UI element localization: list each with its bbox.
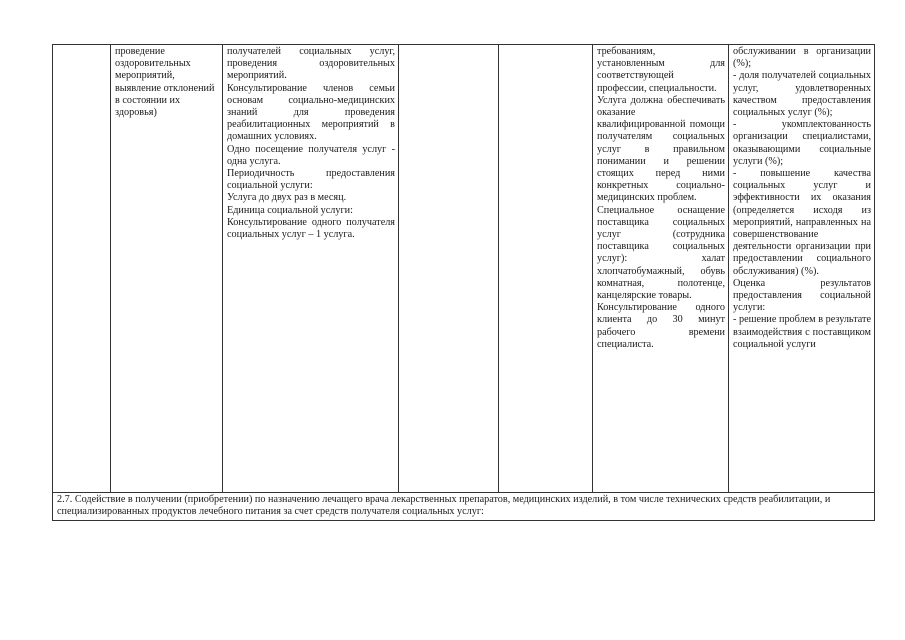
conditions-paragraph: Услуга должна обеспечивать оказание квалифицированной помощи получателям социальных услуг в правильном понимании и решении стоящих перед ними конкретных социально-медицинских проблем. xyxy=(597,94,725,204)
cell-service-description xyxy=(111,45,223,493)
indicator-paragraph: - решение проблем в результате взаимодействия с поставщиком социальной услуги xyxy=(733,314,871,350)
section-row xyxy=(53,493,875,521)
content-paragraph: Консультирование одного получателя социальных услуг – 1 услуга. xyxy=(227,216,395,241)
section-heading-text: 2.7. Содействие в получении (приобретении) по назначению лечащего врача лекарственных препаратов, медицинских изделий, в том числе технических средств реабилитации, и специализированных продуктов лечебного питания за счет средств получателя социальных услуг: xyxy=(57,494,831,518)
cell-empty-1 xyxy=(399,45,499,493)
content-paragraph: Консультирование членов семьи основам социально-медицинских знаний для проведения реабилитационных мероприятий в домашних условиях. xyxy=(227,82,395,143)
table-row xyxy=(53,45,875,493)
content-paragraph: Единица социальной услуги: xyxy=(227,204,353,216)
indicator-paragraph: обслуживании в организации (%); xyxy=(733,46,871,70)
service-description-text: проведение оздоровительных мероприятий, выявление отклонений в состоянии их здоровья) xyxy=(115,46,215,119)
cell-number xyxy=(53,45,111,493)
content-paragraph: Одно посещение получателя услуг - одна услуга. xyxy=(227,143,395,167)
cell-quality-indicators xyxy=(729,45,875,493)
conditions-paragraph: Специальное оснащение поставщика социальных услуг (сотрудника поставщика социальных услуг): халат хлопчатобумажный, обувь комнатная, полотенце, канцелярские товары. xyxy=(597,204,725,302)
cell-conditions xyxy=(593,45,729,493)
cell-empty-2 xyxy=(499,45,593,493)
content-paragraph: Услуга до двух раз в месяц. xyxy=(227,192,347,204)
indicator-paragraph: - повышение качества социальных услуг и эффективности их оказания (определяется исходя из мероприятий, направленных на совершенствование деятельности организации при предоставлении социального обслуживания) (%). xyxy=(733,168,871,277)
section-heading xyxy=(53,493,875,521)
content-paragraph: получателей социальных услуг, проведения оздоровительных мероприятий. xyxy=(227,46,395,82)
indicator-paragraph: Оценка результатов предоставления социальной услуги: xyxy=(733,277,871,314)
cell-service-content xyxy=(223,45,399,493)
indicator-paragraph: - укомплектованность организации специалистами, оказывающими социальные услуги (%); xyxy=(733,119,871,167)
content-paragraph: Периодичность предоставления социальной услуги: xyxy=(227,168,395,192)
indicator-paragraph: - доля получателей социальных услуг, удовлетворенных качеством предоставления социальных услуг (%); xyxy=(733,70,871,119)
conditions-paragraph: требованиям, установленным для соответствующей профессии, специальности. xyxy=(597,46,725,94)
services-table xyxy=(52,44,875,521)
conditions-paragraph: Консультирование одного клиента до 30 минут рабочего времени специалиста. xyxy=(597,302,725,350)
